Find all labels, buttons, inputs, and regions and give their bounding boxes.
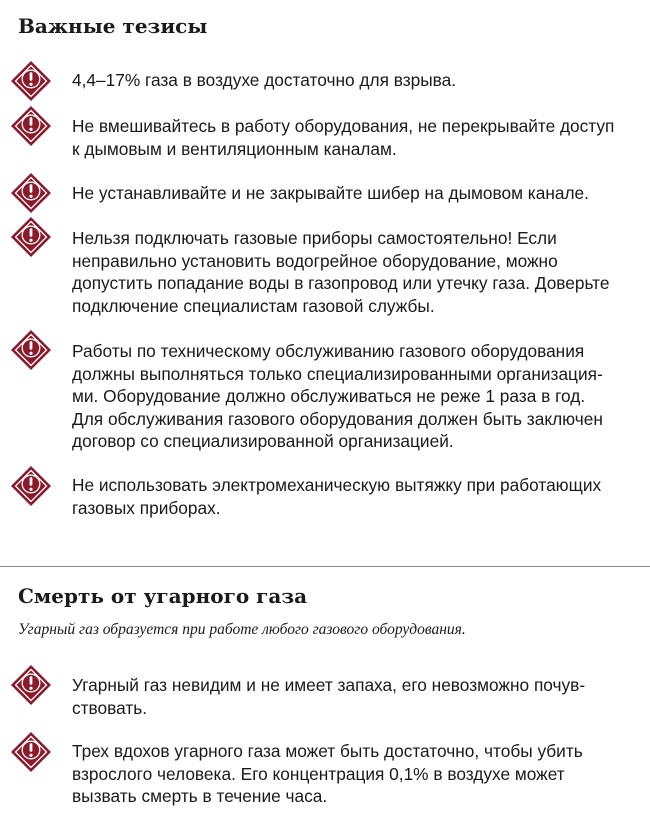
warning-diamond-icon — [10, 216, 52, 258]
warning-diamond-icon — [10, 731, 52, 773]
list-item-text: Нельзя подключать газовые приборы самостоятельно! Если неправильно установить водогрейное оборудование, можно допустить попадание воды в газопровод или утечку газа. Доверьте подключение специалистам газовой службы. — [72, 228, 610, 316]
section-divider — [0, 566, 650, 567]
warning-diamond-icon — [10, 664, 52, 706]
list-item-text: 4,4–17% газа в воздухе достаточно для взрыва. — [72, 70, 457, 90]
list-item-text: Не устанавливайте и не закрывайте шибер на дымовом канале. — [72, 183, 589, 203]
list-item-text: Угарный газ невидим и не имеет запаха, его невозможно почув- ствовать. — [72, 675, 586, 718]
list-item-text: Трех вдохов угарного газа может быть достаточно, чтобы убить взрослого человека. Его концентрация 0,1% в воздухе может вызвать смерть в течение часа. — [72, 741, 583, 806]
section-title-carbon-monoxide: Смерть от угарного газа — [18, 584, 308, 608]
list-item-text: Не использовать электромеханическую вытяжку при работающих газовых приборах. — [72, 475, 602, 518]
warning-diamond-icon — [10, 329, 52, 371]
warning-diamond-icon — [10, 105, 52, 147]
section-subtitle: Угарный газ образуется при работе любого газового оборудования. — [18, 621, 466, 638]
warning-diamond-icon — [10, 172, 52, 214]
section-title-key-points: Важные тезисы — [18, 14, 208, 38]
list-item-text: Не вмешивайтесь в работу оборудования, не перекрывайте доступ к дымовым и вентиляционным каналам. — [72, 116, 615, 159]
list-item-text: Работы по техническому обслуживанию газового оборудования должны выполняться только специализированными организация- ми. Оборудование должно обслуживаться не реже 1 раза в год. Для обслуживания газового оборудования должен быть заключен договор со специализированной организацией. — [72, 341, 603, 451]
warning-diamond-icon — [10, 465, 52, 507]
warning-diamond-icon — [10, 60, 52, 102]
